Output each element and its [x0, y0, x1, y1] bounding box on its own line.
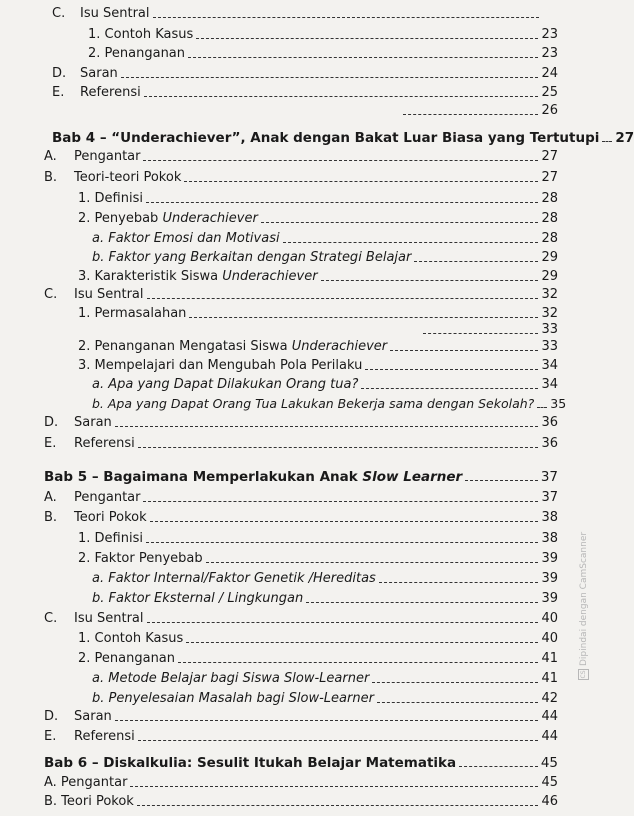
toc-row [92, 231, 558, 247]
dot-leader [121, 77, 539, 78]
toc-entry: Pengantar [74, 490, 141, 505]
toc-page-number: 32 [541, 306, 558, 321]
toc-entry: Saran [74, 709, 112, 724]
toc-row [92, 377, 558, 393]
toc-page-number: 32 [541, 287, 558, 302]
dot-leader [115, 426, 539, 427]
chapter-heading [44, 755, 558, 771]
toc-letter: E. [44, 729, 57, 744]
toc-entry-italic: Underachiever [222, 269, 318, 284]
toc-page-number: 40 [541, 611, 558, 626]
toc-entry [78, 211, 258, 227]
dot-leader [602, 141, 612, 142]
toc-row [92, 571, 558, 587]
toc-entry-text: 3. Karakteristik Siswa [78, 269, 223, 284]
dot-leader [147, 622, 539, 623]
dot-leader [153, 17, 540, 18]
toc-page-number: 45 [540, 755, 558, 771]
dot-leader [379, 582, 539, 583]
dot-leader [186, 642, 538, 643]
toc-page-number: 29 [541, 250, 558, 265]
toc-entry: a. Apa yang Dapat Dilakukan Orang tua? [92, 377, 359, 392]
dot-leader [306, 602, 538, 603]
toc-entry: Teori Pokok [74, 510, 147, 525]
toc-row [78, 211, 558, 227]
dot-leader [206, 562, 539, 563]
toc-row [92, 396, 567, 412]
dot-leader [146, 542, 538, 543]
toc-letter: A. [44, 490, 57, 505]
chapter-title: Bab 6 – Diskalkulia: Sesulit Itukah Belajar Matematika [44, 755, 457, 771]
toc-page-number: 34 [541, 358, 558, 373]
dot-leader [130, 786, 538, 787]
chapter-title [44, 469, 462, 485]
dot-leader [143, 160, 538, 161]
toc-entry: Referensi [74, 729, 135, 744]
toc-row [78, 269, 558, 285]
dot-leader [365, 369, 538, 370]
toc-entry: a. Metode Belajar bagi Siswa Slow-Learner [92, 671, 370, 686]
dot-leader [115, 720, 539, 721]
toc-page-number: 41 [541, 671, 558, 686]
dot-leader [361, 388, 538, 389]
scanner-watermark [578, 532, 589, 680]
toc-entry: Referensi [80, 85, 141, 100]
toc-entry: 1. Contoh Kasus [78, 631, 184, 646]
toc-letter: E. [52, 85, 65, 100]
toc-page-number: 38 [541, 510, 558, 525]
toc-entry: a. Faktor Emosi dan Motivasi [92, 231, 280, 246]
dot-leader [137, 805, 539, 806]
dot-leader [403, 114, 538, 115]
toc-row [44, 510, 558, 526]
toc-row [78, 651, 558, 667]
toc-row [44, 436, 558, 452]
dot-leader [150, 521, 539, 522]
toc-page-number: 27 [541, 149, 558, 164]
toc-row [44, 794, 558, 810]
dot-leader [146, 202, 538, 203]
toc-entry: b. Faktor Eksternal / Lingkungan [92, 591, 304, 606]
toc-row [78, 358, 558, 374]
toc-page-number: 37 [541, 490, 558, 505]
toc-page-number: 39 [541, 571, 558, 586]
toc-row [400, 103, 558, 119]
toc-row [44, 490, 558, 506]
toc-entry: Isu Sentral [74, 287, 144, 302]
toc-entry: b. Penyelesaian Masalah bagi Slow-Learner [92, 691, 374, 706]
toc-page-number: 33 [541, 339, 558, 354]
toc-row [92, 671, 558, 687]
toc-page-number: 36 [541, 415, 558, 430]
dot-leader [144, 96, 539, 97]
dot-leader [189, 317, 538, 318]
camscanner-logo-icon: CS [580, 670, 587, 679]
toc-entry: a. Faktor Internal/Faktor Genetik /Hereditas [92, 571, 376, 586]
toc-letter: B. [44, 170, 58, 185]
toc-row [52, 85, 558, 101]
toc-entry-text: 2. Penanganan Mengatasi Siswa [78, 339, 292, 354]
toc-letter: A. [44, 149, 57, 164]
toc-letter: D. [52, 66, 67, 81]
toc-entry: Saran [80, 66, 118, 81]
dot-leader [143, 501, 538, 502]
dot-leader [184, 181, 538, 182]
dot-leader [178, 662, 538, 663]
toc-entry: b. Apa yang Dapat Orang Tua Lakukan Bekerja sama dengan Sekolah? [92, 396, 535, 411]
toc-page-number: 28 [541, 211, 558, 226]
toc-letter: C. [44, 287, 58, 302]
toc-entry [78, 339, 387, 355]
toc-row [44, 415, 558, 431]
toc-row [92, 591, 558, 607]
toc-row [52, 66, 558, 82]
toc-row [44, 149, 558, 165]
toc-page-number: 38 [541, 531, 558, 546]
toc-row [78, 531, 558, 547]
toc-page-number: 40 [541, 631, 558, 646]
toc-page-number: 44 [541, 729, 558, 744]
toc-entry: 1. Permasalahan [78, 306, 187, 321]
toc-letter: C. [44, 611, 58, 626]
chapter-title: Bab 4 – “Underachiever”, Anak dengan Bakat Luar Biasa yang Tertutupi [52, 130, 600, 146]
toc-entry: Saran [74, 415, 112, 430]
dot-leader [537, 407, 547, 408]
toc-entry: Pengantar [74, 149, 141, 164]
chapter-title-italic: Slow Learner [362, 469, 463, 485]
toc-entry: b. Faktor yang Berkaitan dengan Strategi Belajar [92, 250, 412, 265]
dot-leader [459, 766, 538, 767]
dot-leader [147, 298, 539, 299]
chapter-heading [44, 469, 558, 485]
toc-row [44, 170, 558, 186]
toc-entry [78, 269, 318, 285]
watermark-text: Dipindai dengan CamScanner [578, 531, 589, 666]
chapter-title-text: Bab 5 – Bagaimana Memperlakukan Anak [44, 469, 363, 485]
toc-page-number: 23 [541, 46, 558, 61]
toc-row [44, 729, 558, 745]
toc-entry: Referensi [74, 436, 135, 451]
toc-entry: 2. Penanganan [78, 651, 176, 666]
toc-row [92, 250, 558, 266]
toc-entry: 3. Mempelajari dan Mengubah Pola Perilaku [78, 358, 363, 373]
dot-leader [138, 447, 539, 448]
dot-leader [196, 38, 538, 39]
toc-page-number: 28 [541, 231, 558, 246]
toc-letter: D. [44, 709, 59, 724]
toc-page-number: 34 [541, 377, 558, 392]
toc-row [44, 709, 558, 725]
toc-letter: C. [52, 6, 66, 21]
toc-entry: Teori-teori Pokok [74, 170, 182, 185]
dot-leader [423, 333, 538, 334]
toc-row [88, 27, 558, 43]
toc-entry: 1. Definisi [78, 191, 143, 206]
toc-row [92, 691, 558, 707]
toc-entry-italic: Underachiever [162, 211, 258, 226]
toc-page-number: 45 [541, 775, 558, 790]
toc-page-number: 44 [541, 709, 558, 724]
toc-page-number: 33 [541, 322, 558, 337]
toc-page-number: 23 [541, 27, 558, 42]
dot-leader [377, 702, 539, 703]
toc-page-number: 26 [541, 103, 558, 118]
toc-page-number: 39 [541, 591, 558, 606]
toc-letter: B. [44, 510, 58, 525]
dot-leader [261, 222, 539, 223]
toc-page-number: 37 [540, 469, 558, 485]
toc-page-number: 35 [550, 396, 567, 411]
chapter-heading [52, 130, 634, 146]
toc-row [44, 287, 558, 303]
toc-row [44, 775, 558, 791]
toc-letter: E. [44, 436, 57, 451]
toc-page-number: 24 [541, 66, 558, 81]
toc-entry: 1. Contoh Kasus [88, 27, 194, 42]
toc-entry-text: 2. Penyebab [78, 211, 163, 226]
toc-entry: Isu Sentral [80, 6, 150, 21]
toc-row [78, 551, 558, 567]
toc-letter: D. [44, 415, 59, 430]
dot-leader [414, 261, 538, 262]
toc-page-number: 39 [541, 551, 558, 566]
dot-leader [465, 480, 538, 481]
dot-leader [138, 740, 539, 741]
toc-page-number: 28 [541, 191, 558, 206]
dot-leader [390, 350, 538, 351]
toc-entry: 2. Penanganan [88, 46, 186, 61]
toc-page-number: 27 [541, 170, 558, 185]
toc-page-number: 36 [541, 436, 558, 451]
toc-page-number: 42 [541, 691, 558, 706]
toc-row [78, 306, 558, 322]
toc-entry: 2. Faktor Penyebab [78, 551, 203, 566]
toc-entry: A. Pengantar [44, 775, 128, 790]
toc-row [78, 339, 558, 355]
toc-entry-italic: Underachiever [291, 339, 388, 354]
toc-page-number: 27 [615, 130, 634, 146]
toc-row [420, 322, 558, 338]
toc-row [44, 611, 558, 627]
toc-row [52, 6, 542, 22]
toc-page-number: 41 [541, 651, 558, 666]
dot-leader [372, 682, 538, 683]
toc-entry: 1. Definisi [78, 531, 143, 546]
toc-page-number: 29 [541, 269, 558, 284]
toc-page-number: 25 [541, 85, 558, 100]
dot-leader [283, 242, 539, 243]
toc-entry: Isu Sentral [74, 611, 144, 626]
dot-leader [321, 280, 539, 281]
toc-row [88, 46, 558, 62]
toc-row [78, 631, 558, 647]
dot-leader [188, 57, 538, 58]
toc-page-number: 46 [541, 794, 558, 809]
toc-entry: B. Teori Pokok [44, 794, 134, 809]
toc-row [78, 191, 558, 207]
